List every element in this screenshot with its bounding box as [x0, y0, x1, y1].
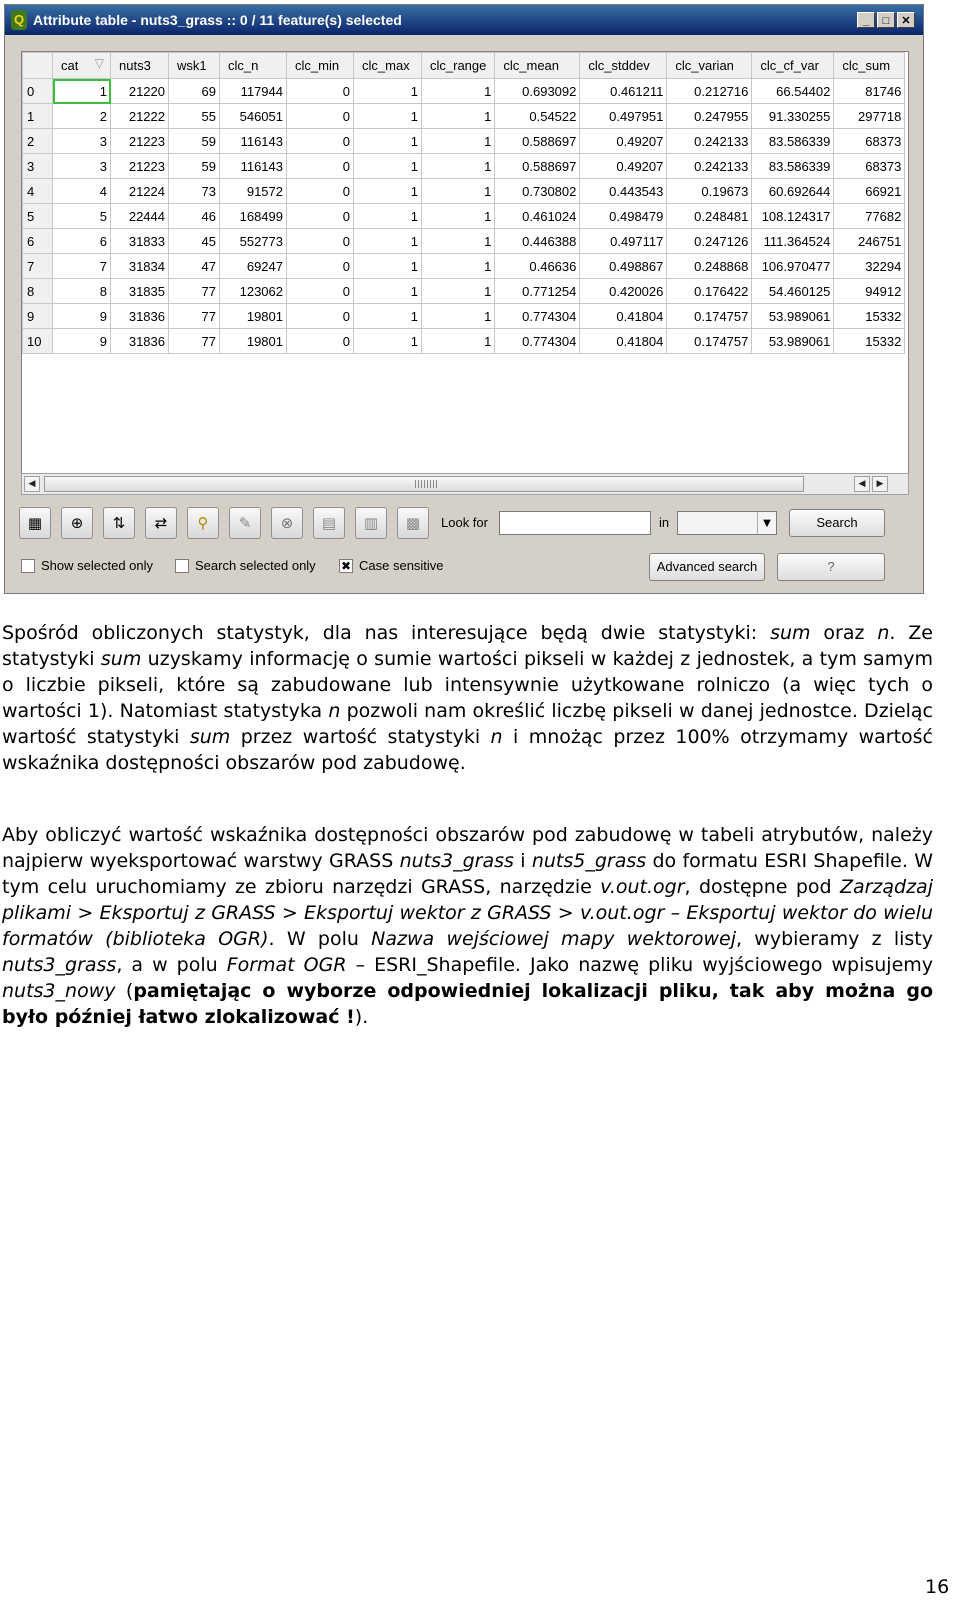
table-cell[interactable]: 91572 — [220, 179, 287, 204]
delete-button[interactable] — [271, 507, 303, 539]
table-row[interactable] — [23, 204, 905, 229]
table-cell[interactable]: 21224 — [111, 179, 169, 204]
table-cell[interactable]: 0.248868 — [667, 254, 752, 279]
table-cell[interactable]: 1 — [422, 254, 495, 279]
table-row[interactable] — [23, 154, 905, 179]
grip-icon — [415, 480, 439, 488]
table-cell[interactable]: 7 — [53, 254, 111, 279]
table-cell[interactable]: 83.586339 — [752, 154, 834, 179]
text-run: , dostępne pod — [684, 876, 840, 898]
new-column-icon: ▤ — [321, 514, 337, 532]
table-row[interactable] — [23, 129, 905, 154]
column-header[interactable]: clc_n — [220, 53, 287, 79]
case-sensitive-label: Case sensitive — [359, 558, 444, 573]
look-for-input[interactable] — [499, 511, 651, 535]
column-header[interactable]: nuts3 — [111, 53, 169, 79]
text-run: i mnożąc przez 100% otrzymamy wartość wskaźnika dostępności obszarów pod zabudowę. — [2, 726, 933, 774]
table-cell[interactable]: 0.19673 — [667, 179, 752, 204]
search-selected-only-label: Search selected only — [195, 558, 316, 573]
italic-run: sum — [770, 622, 811, 644]
table-cell[interactable]: 1 — [422, 79, 495, 104]
table-cell[interactable]: 6 — [53, 229, 111, 254]
table-cell[interactable]: 0.49207 — [580, 154, 667, 179]
table-cell[interactable]: 54.460125 — [752, 279, 834, 304]
table-cell[interactable]: 77 — [169, 279, 220, 304]
table-cell[interactable]: 9 — [53, 304, 111, 329]
table-row[interactable] — [23, 304, 905, 329]
table-cell[interactable]: 1 — [422, 279, 495, 304]
toggle-editing-button[interactable] — [229, 507, 261, 539]
italic-run: nuts5_grass — [531, 850, 647, 872]
table-cell[interactable]: 1 — [354, 304, 422, 329]
table-cell[interactable]: 53.989061 — [752, 329, 834, 354]
table-cell[interactable]: 0 — [287, 79, 354, 104]
table-cell[interactable]: 0.49207 — [580, 129, 667, 154]
table-row[interactable] — [23, 229, 905, 254]
table-cell[interactable]: 0.247955 — [667, 104, 752, 129]
table-cell[interactable]: 0.54522 — [495, 104, 580, 129]
table-cell[interactable]: 69 — [169, 79, 220, 104]
row-header[interactable]: 3 — [23, 154, 53, 179]
table-cell[interactable]: 0.730802 — [495, 179, 580, 204]
table-cell[interactable]: 0 — [287, 329, 354, 354]
zoom-to-selection-icon: ⊕ — [70, 514, 84, 532]
table-cell[interactable]: 1 — [354, 279, 422, 304]
new-column-button[interactable] — [313, 507, 345, 539]
text-run: . Ze statystyki — [2, 622, 933, 670]
table-cell[interactable]: 66.54402 — [752, 79, 834, 104]
search-button[interactable]: Search — [789, 509, 885, 537]
table-cell[interactable]: 31836 — [111, 304, 169, 329]
row-header[interactable]: 7 — [23, 254, 53, 279]
qgis-logo-icon: Q — [11, 10, 27, 30]
table-cell[interactable]: 1 — [53, 79, 111, 104]
table-cell[interactable]: 1 — [422, 204, 495, 229]
invert-selection-button[interactable] — [145, 507, 177, 539]
table-cell[interactable]: 1 — [354, 154, 422, 179]
table-cell[interactable]: 0 — [287, 179, 354, 204]
checkmark-icon: ✖ — [340, 559, 352, 573]
table-cell[interactable]: 0.588697 — [495, 154, 580, 179]
table-cell[interactable]: 21220 — [111, 79, 169, 104]
column-header[interactable]: clc_min — [287, 53, 354, 79]
row-header[interactable]: 2 — [23, 129, 53, 154]
zoom-selection-button[interactable] — [61, 507, 93, 539]
table-cell[interactable]: 116143 — [220, 154, 287, 179]
table-cell[interactable]: 3 — [53, 154, 111, 179]
table-row[interactable] — [23, 279, 905, 304]
show-selected-only-checkbox[interactable] — [21, 559, 35, 573]
delete-column-icon: ▥ — [363, 514, 379, 532]
table-cell[interactable]: 0.771254 — [495, 279, 580, 304]
table-cell[interactable]: 1 — [422, 304, 495, 329]
column-header[interactable]: clc_sum — [834, 53, 905, 79]
italic-run: sum — [189, 726, 231, 748]
row-header[interactable]: 8 — [23, 279, 53, 304]
column-header[interactable]: clc_varian — [667, 53, 752, 79]
table-cell[interactable]: 0.774304 — [495, 304, 580, 329]
table-cell[interactable]: 21223 — [111, 154, 169, 179]
italic-run: nuts3_grass — [2, 954, 117, 976]
table-row[interactable] — [23, 179, 905, 204]
table-cell[interactable]: 1 — [422, 154, 495, 179]
table-body — [23, 79, 905, 354]
table-cell[interactable]: 32294 — [834, 254, 905, 279]
window-title: Attribute table - nuts3_grass :: 0 / 11 feature(s) selected — [33, 12, 402, 28]
table-cell[interactable]: 19801 — [220, 329, 287, 354]
table-cell[interactable]: 0.41804 — [580, 304, 667, 329]
italic-run: nuts3_grass — [399, 850, 514, 872]
table-cell[interactable]: 9 — [53, 329, 111, 354]
table-cell[interactable]: 1 — [422, 104, 495, 129]
move-selection-button[interactable] — [103, 507, 135, 539]
table-cell[interactable]: 117944 — [220, 79, 287, 104]
advanced-search-button[interactable]: Advanced search — [649, 553, 765, 581]
text-run: pozwoli nam określić liczbę pikseli w danej jednostce. Dzieląc wartość statystyki — [2, 700, 934, 748]
italic-run: v.out.ogr — [600, 876, 685, 898]
text-run: oraz — [810, 622, 878, 644]
table-cell[interactable]: 0.446388 — [495, 229, 580, 254]
case-sensitive-checkbox[interactable] — [339, 559, 353, 573]
table-cell[interactable]: 0.461211 — [580, 79, 667, 104]
text-run: do formatu ESRI Shapefile. W tym celu uruchomiamy ze zbioru narzędzi GRASS, narzędzie — [2, 850, 933, 898]
table-cell[interactable]: 1 — [354, 229, 422, 254]
text-run: – ESRI_Shapefile. Jako nazwę pliku wyjściowego wpisujemy — [346, 954, 934, 976]
row-header[interactable]: 5 — [23, 204, 53, 229]
table-cell[interactable]: 73 — [169, 179, 220, 204]
table-cell[interactable]: 55 — [169, 104, 220, 129]
move-selection-icon: ⇅ — [112, 514, 126, 532]
table-cell[interactable]: 68373 — [834, 129, 905, 154]
italic-run: Nazwa wejściowej mapy wektorowej — [371, 928, 736, 950]
table-cell[interactable]: 0.497117 — [580, 229, 667, 254]
table-cell[interactable]: 0 — [287, 204, 354, 229]
table-cell[interactable]: 0.693092 — [495, 79, 580, 104]
table-cell[interactable]: 31835 — [111, 279, 169, 304]
table-view-button[interactable] — [19, 507, 51, 539]
minimize-icon[interactable]: _ — [857, 12, 875, 28]
column-header[interactable]: clc_max — [354, 53, 422, 79]
table-cell[interactable]: 59 — [169, 154, 220, 179]
table-cell[interactable]: 81746 — [834, 79, 905, 104]
column-header[interactable]: clc_mean — [495, 53, 580, 79]
table-cell[interactable]: 94912 — [834, 279, 905, 304]
magnifier-icon: ⚲ — [197, 514, 209, 532]
table-cell[interactable]: 116143 — [220, 129, 287, 154]
italic-run: Zarządzaj plikami > Eksportuj z GRASS > Eksportuj wektor z GRASS > v.out.ogr – Eksportuj wektor do wielu formatów (biblioteka OGR) — [2, 876, 933, 950]
table-cell[interactable]: 3 — [53, 129, 111, 154]
pencil-icon: ✎ — [238, 514, 252, 532]
table-cell[interactable]: 22444 — [111, 204, 169, 229]
table-cell[interactable]: 1 — [422, 329, 495, 354]
table-cell[interactable]: 8 — [53, 279, 111, 304]
row-header[interactable]: 4 — [23, 179, 53, 204]
table-cell[interactable]: 66921 — [834, 179, 905, 204]
table-cell[interactable]: 1 — [354, 104, 422, 129]
row-header[interactable]: 0 — [23, 79, 53, 104]
scrollbar-thumb[interactable] — [44, 476, 804, 492]
table-cell[interactable]: 4 — [53, 179, 111, 204]
window-titlebar[interactable] — [5, 5, 923, 35]
table-cell[interactable]: 0.498867 — [580, 254, 667, 279]
table-cell[interactable]: 552773 — [220, 229, 287, 254]
italic-run: sum — [100, 648, 142, 670]
table-cell[interactable]: 0.461024 — [495, 204, 580, 229]
table-cell[interactable]: 0.242133 — [667, 154, 752, 179]
table-cell[interactable]: 47 — [169, 254, 220, 279]
delete-column-button[interactable] — [355, 507, 387, 539]
text-run: ( — [115, 980, 134, 1002]
table-cell[interactable]: 77 — [169, 329, 220, 354]
column-header[interactable]: clc_range — [422, 53, 495, 79]
table-cell[interactable]: 108.124317 — [752, 204, 834, 229]
table-cell[interactable]: 0.242133 — [667, 129, 752, 154]
look-for-label: Look for — [441, 515, 488, 530]
corner-cell[interactable] — [23, 53, 53, 79]
in-label: in — [659, 515, 670, 530]
table-cell[interactable]: 0 — [287, 254, 354, 279]
table-cell[interactable]: 0 — [287, 104, 354, 129]
table-cell[interactable]: 0.420026 — [580, 279, 667, 304]
italic-run: Format OGR — [226, 954, 347, 976]
table-cell[interactable]: 1 — [422, 129, 495, 154]
table-cell[interactable]: 297718 — [834, 104, 905, 129]
bold-run: pamiętając o wyborze odpowiedniej lokalizacji pliku, tak aby można go było później łatwo zlokalizować ! — [2, 980, 934, 1028]
table-cell[interactable]: 5 — [53, 204, 111, 229]
table-cell[interactable]: 1 — [354, 79, 422, 104]
table-icon: ▦ — [27, 514, 43, 532]
field-select[interactable] — [677, 511, 777, 535]
text-run: Spośród obliczonych statystyk, dla nas interesujące będą dwie statystyki: — [2, 622, 771, 644]
sort-arrow-icon: ▽ — [94, 56, 104, 70]
table-cell[interactable]: 0 — [287, 279, 354, 304]
table-cell[interactable]: 60.692644 — [752, 179, 834, 204]
text-run: i — [513, 850, 532, 872]
column-header[interactable] — [53, 53, 111, 79]
table-cell[interactable]: 1 — [354, 204, 422, 229]
chevron-down-icon[interactable]: ▼ — [757, 512, 776, 534]
table-cell[interactable]: 53.989061 — [752, 304, 834, 329]
table-cell[interactable]: 15332 — [834, 329, 905, 354]
table-cell[interactable]: 0.774304 — [495, 329, 580, 354]
table-cell[interactable]: 0.588697 — [495, 129, 580, 154]
column-header[interactable]: clc_stddev — [580, 53, 667, 79]
table-cell[interactable]: 1 — [354, 329, 422, 354]
table-cell[interactable]: 1 — [354, 179, 422, 204]
table-cell[interactable]: 0 — [287, 304, 354, 329]
table-cell[interactable]: 0.174757 — [667, 329, 752, 354]
table-cell[interactable]: 168499 — [220, 204, 287, 229]
text-run: Aby obliczyć wartość wskaźnika dostępności obszarów pod zabudowę w tabeli atrybutów, należy najpierw wyeksportować warstwy GRASS — [2, 824, 933, 872]
table-cell[interactable]: 21222 — [111, 104, 169, 129]
table-cell[interactable]: 0 — [287, 229, 354, 254]
paragraph-statistics — [2, 620, 933, 776]
table-cell[interactable]: 21223 — [111, 129, 169, 154]
pan-map-button[interactable] — [187, 507, 219, 539]
table-cell[interactable]: 0.443543 — [580, 179, 667, 204]
table-cell[interactable]: 91.330255 — [752, 104, 834, 129]
table-cell[interactable]: 111.364524 — [752, 229, 834, 254]
table-cell[interactable]: 31833 — [111, 229, 169, 254]
italic-run: n — [877, 622, 890, 644]
table-cell[interactable]: 0.174757 — [667, 304, 752, 329]
table-row[interactable] — [23, 254, 905, 279]
calculator-icon: ▩ — [405, 514, 421, 532]
table-cell[interactable]: 1 — [422, 179, 495, 204]
delete-icon: ⊗ — [280, 514, 294, 532]
column-header-row — [23, 53, 905, 79]
column-header-label: cat — [61, 58, 79, 73]
table-cell[interactable]: 1 — [354, 129, 422, 154]
row-header[interactable]: 9 — [23, 304, 53, 329]
table-cell[interactable]: 1 — [354, 254, 422, 279]
text-run: , wybieramy z listy — [735, 928, 933, 950]
table-cell[interactable]: 0 — [287, 154, 354, 179]
table-cell[interactable]: 59 — [169, 129, 220, 154]
table-cell[interactable]: 246751 — [834, 229, 905, 254]
attribute-table-window — [4, 4, 924, 594]
scroll-left-icon[interactable]: ◀ — [24, 476, 40, 492]
table-cell[interactable]: 69247 — [220, 254, 287, 279]
attribute-table[interactable] — [21, 51, 909, 495]
text-run: przez wartość statystyki — [230, 726, 491, 748]
close-icon[interactable]: ✕ — [897, 12, 915, 28]
table-cell[interactable]: 68373 — [834, 154, 905, 179]
table-cell[interactable]: 15332 — [834, 304, 905, 329]
page-number: 16 — [925, 1576, 950, 1598]
table-cell[interactable]: 546051 — [220, 104, 287, 129]
table-cell[interactable]: 77682 — [834, 204, 905, 229]
row-header[interactable]: 6 — [23, 229, 53, 254]
row-header[interactable]: 1 — [23, 104, 53, 129]
table-cell[interactable]: 45 — [169, 229, 220, 254]
paragraph-export-instructions — [2, 822, 933, 1030]
maximize-icon[interactable]: □ — [877, 12, 895, 28]
scroll-left-end-icon[interactable]: ◀ — [854, 476, 870, 492]
table-cell[interactable]: 31836 — [111, 329, 169, 354]
table-row[interactable] — [23, 329, 905, 354]
table-cell[interactable]: 0.497951 — [580, 104, 667, 129]
italic-run: n — [490, 726, 503, 748]
table-cell[interactable]: 77 — [169, 304, 220, 329]
show-selected-only-label: Show selected only — [41, 558, 154, 573]
table-cell[interactable]: 0.247126 — [667, 229, 752, 254]
table-cell[interactable]: 19801 — [220, 304, 287, 329]
text-run: , a w polu — [116, 954, 227, 976]
table-cell[interactable]: 31834 — [111, 254, 169, 279]
table-cell[interactable]: 0.212716 — [667, 79, 752, 104]
horizontal-scrollbar[interactable] — [21, 473, 909, 495]
column-header[interactable]: wsk1 — [169, 53, 220, 79]
table-row[interactable] — [23, 104, 905, 129]
table-cell[interactable]: 0 — [287, 129, 354, 154]
italic-run: n — [328, 700, 341, 722]
invert-selection-icon: ⇄ — [154, 514, 168, 532]
help-button[interactable]: ? — [777, 553, 885, 581]
row-header[interactable]: 10 — [23, 329, 53, 354]
table-cell[interactable]: 1 — [422, 229, 495, 254]
italic-run: nuts3_nowy — [2, 980, 116, 1002]
table-cell[interactable]: 2 — [53, 104, 111, 129]
table-row[interactable] — [23, 79, 905, 104]
attribute-grid — [22, 52, 905, 354]
table-cell[interactable]: 0.41804 — [580, 329, 667, 354]
table-cell[interactable]: 83.586339 — [752, 129, 834, 154]
column-header[interactable]: clc_cf_var — [752, 53, 834, 79]
table-cell[interactable]: 0.498479 — [580, 204, 667, 229]
table-cell[interactable]: 106.970477 — [752, 254, 834, 279]
table-cell[interactable]: 0.248481 — [667, 204, 752, 229]
table-cell[interactable]: 0.176422 — [667, 279, 752, 304]
text-run: ). — [354, 1006, 369, 1028]
table-cell[interactable]: 46 — [169, 204, 220, 229]
text-run: . W polu — [268, 928, 372, 950]
field-calculator-button[interactable] — [397, 507, 429, 539]
text-run: uzyskamy informację o sumie wartości pikseli w każdej z jednostek, a tym samym o liczbie pikseli, które są zabudowane lub intensywnie użytkowane rolniczo (a więc tych o wartości 1). Natomiast statystyka — [2, 648, 933, 722]
search-selected-only-checkbox[interactable] — [175, 559, 189, 573]
table-cell[interactable]: 0.46636 — [495, 254, 580, 279]
scroll-right-icon[interactable]: ▶ — [872, 476, 888, 492]
table-cell[interactable]: 123062 — [220, 279, 287, 304]
